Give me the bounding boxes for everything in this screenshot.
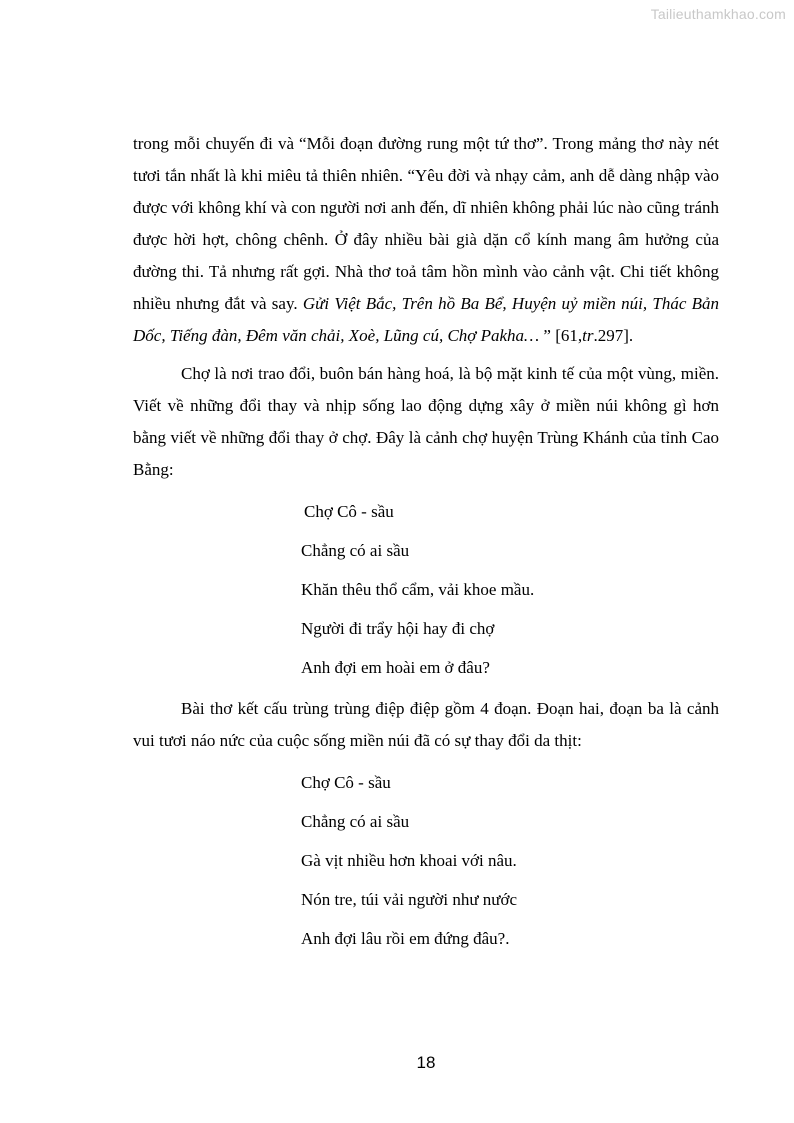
poem-line: Anh đợi em hoài em ở đâu?: [301, 658, 490, 677]
citation-close: .297].: [593, 326, 634, 345]
poem-line: Người đi trẩy hội hay đi chợ: [301, 619, 495, 638]
paragraph-3: Bài thơ kết cấu trùng trùng điệp điệp gồm 4 đoạn. Đoạn hai, đoạn ba là cảnh vui tươi náo nức của cuộc sống miền núi đã có sự thay đổi da thịt:: [133, 699, 719, 750]
poem-line: Chợ Cô - sầu: [304, 502, 394, 521]
watermark: Tailieuthamkhao.com: [650, 6, 786, 22]
poem-stanza-1: [301, 492, 719, 687]
poem-line: Chợ Cô - sầu: [301, 773, 391, 792]
paragraph-1: [133, 128, 719, 352]
citation-open: ” [61,: [539, 326, 583, 345]
poem-stanza-2: [301, 763, 719, 958]
document-body: [133, 128, 719, 964]
page-number: 18: [416, 1053, 436, 1072]
paragraph-2: Chợ là nơi trao đổi, buôn bán hàng hoá, là bộ mặt kinh tế của một vùng, miền. Viết về những đổi thay và nhịp sống lao động dựng xây ở miền núi không gì hơn bằng viết về những đổi thay ở chợ. Đây là cảnh chợ huyện Trùng Khánh của tỉnh Cao Bằng:: [133, 364, 719, 479]
poem-line: Khăn thêu thổ cẩm, vải khoe mầu.: [301, 580, 535, 599]
citation-italic: tr: [582, 326, 594, 345]
poem-line: Anh đợi lâu rồi em đứng đâu?.: [301, 929, 510, 948]
poem-line: Chẳng có ai sầu: [301, 541, 410, 560]
paragraph-1-text: trong mỗi chuyến đi và “Mỗi đoạn đường rung một tứ thơ”. Trong mảng thơ này nét tươi tắn nhất là khi miêu tả thiên nhiên. “Yêu đời và nhạy cảm, anh dễ dàng nhập vào được với không khí và con người nơi anh đến, dĩ nhiên không phải lúc nào cũng tránh được hời hợt, chông chênh. Ở đây nhiều bài già dặn cổ kính mang âm hưởng của đường thi. Tả nhưng rất gợi. Nhà thơ toả tâm hồn mình vào cảnh vật. Chi tiết không nhiều nhưng đắt và say.: [133, 134, 719, 313]
poem-line: Gà vịt nhiều hơn khoai với nâu.: [301, 851, 517, 870]
paragraph-1-italic-titles: Gửi Việt Bắc, Trên hồ Ba Bể, Huyện uỷ miền núi, Thác Bản Dốc, Tiếng đàn, Đêm văn chải, Xoè, Lũng cú, Chợ Pakha…: [133, 294, 719, 345]
poem-line: Chẳng có ai sầu: [301, 812, 410, 831]
poem-line: Nón tre, túi vải người như nước: [301, 890, 518, 909]
